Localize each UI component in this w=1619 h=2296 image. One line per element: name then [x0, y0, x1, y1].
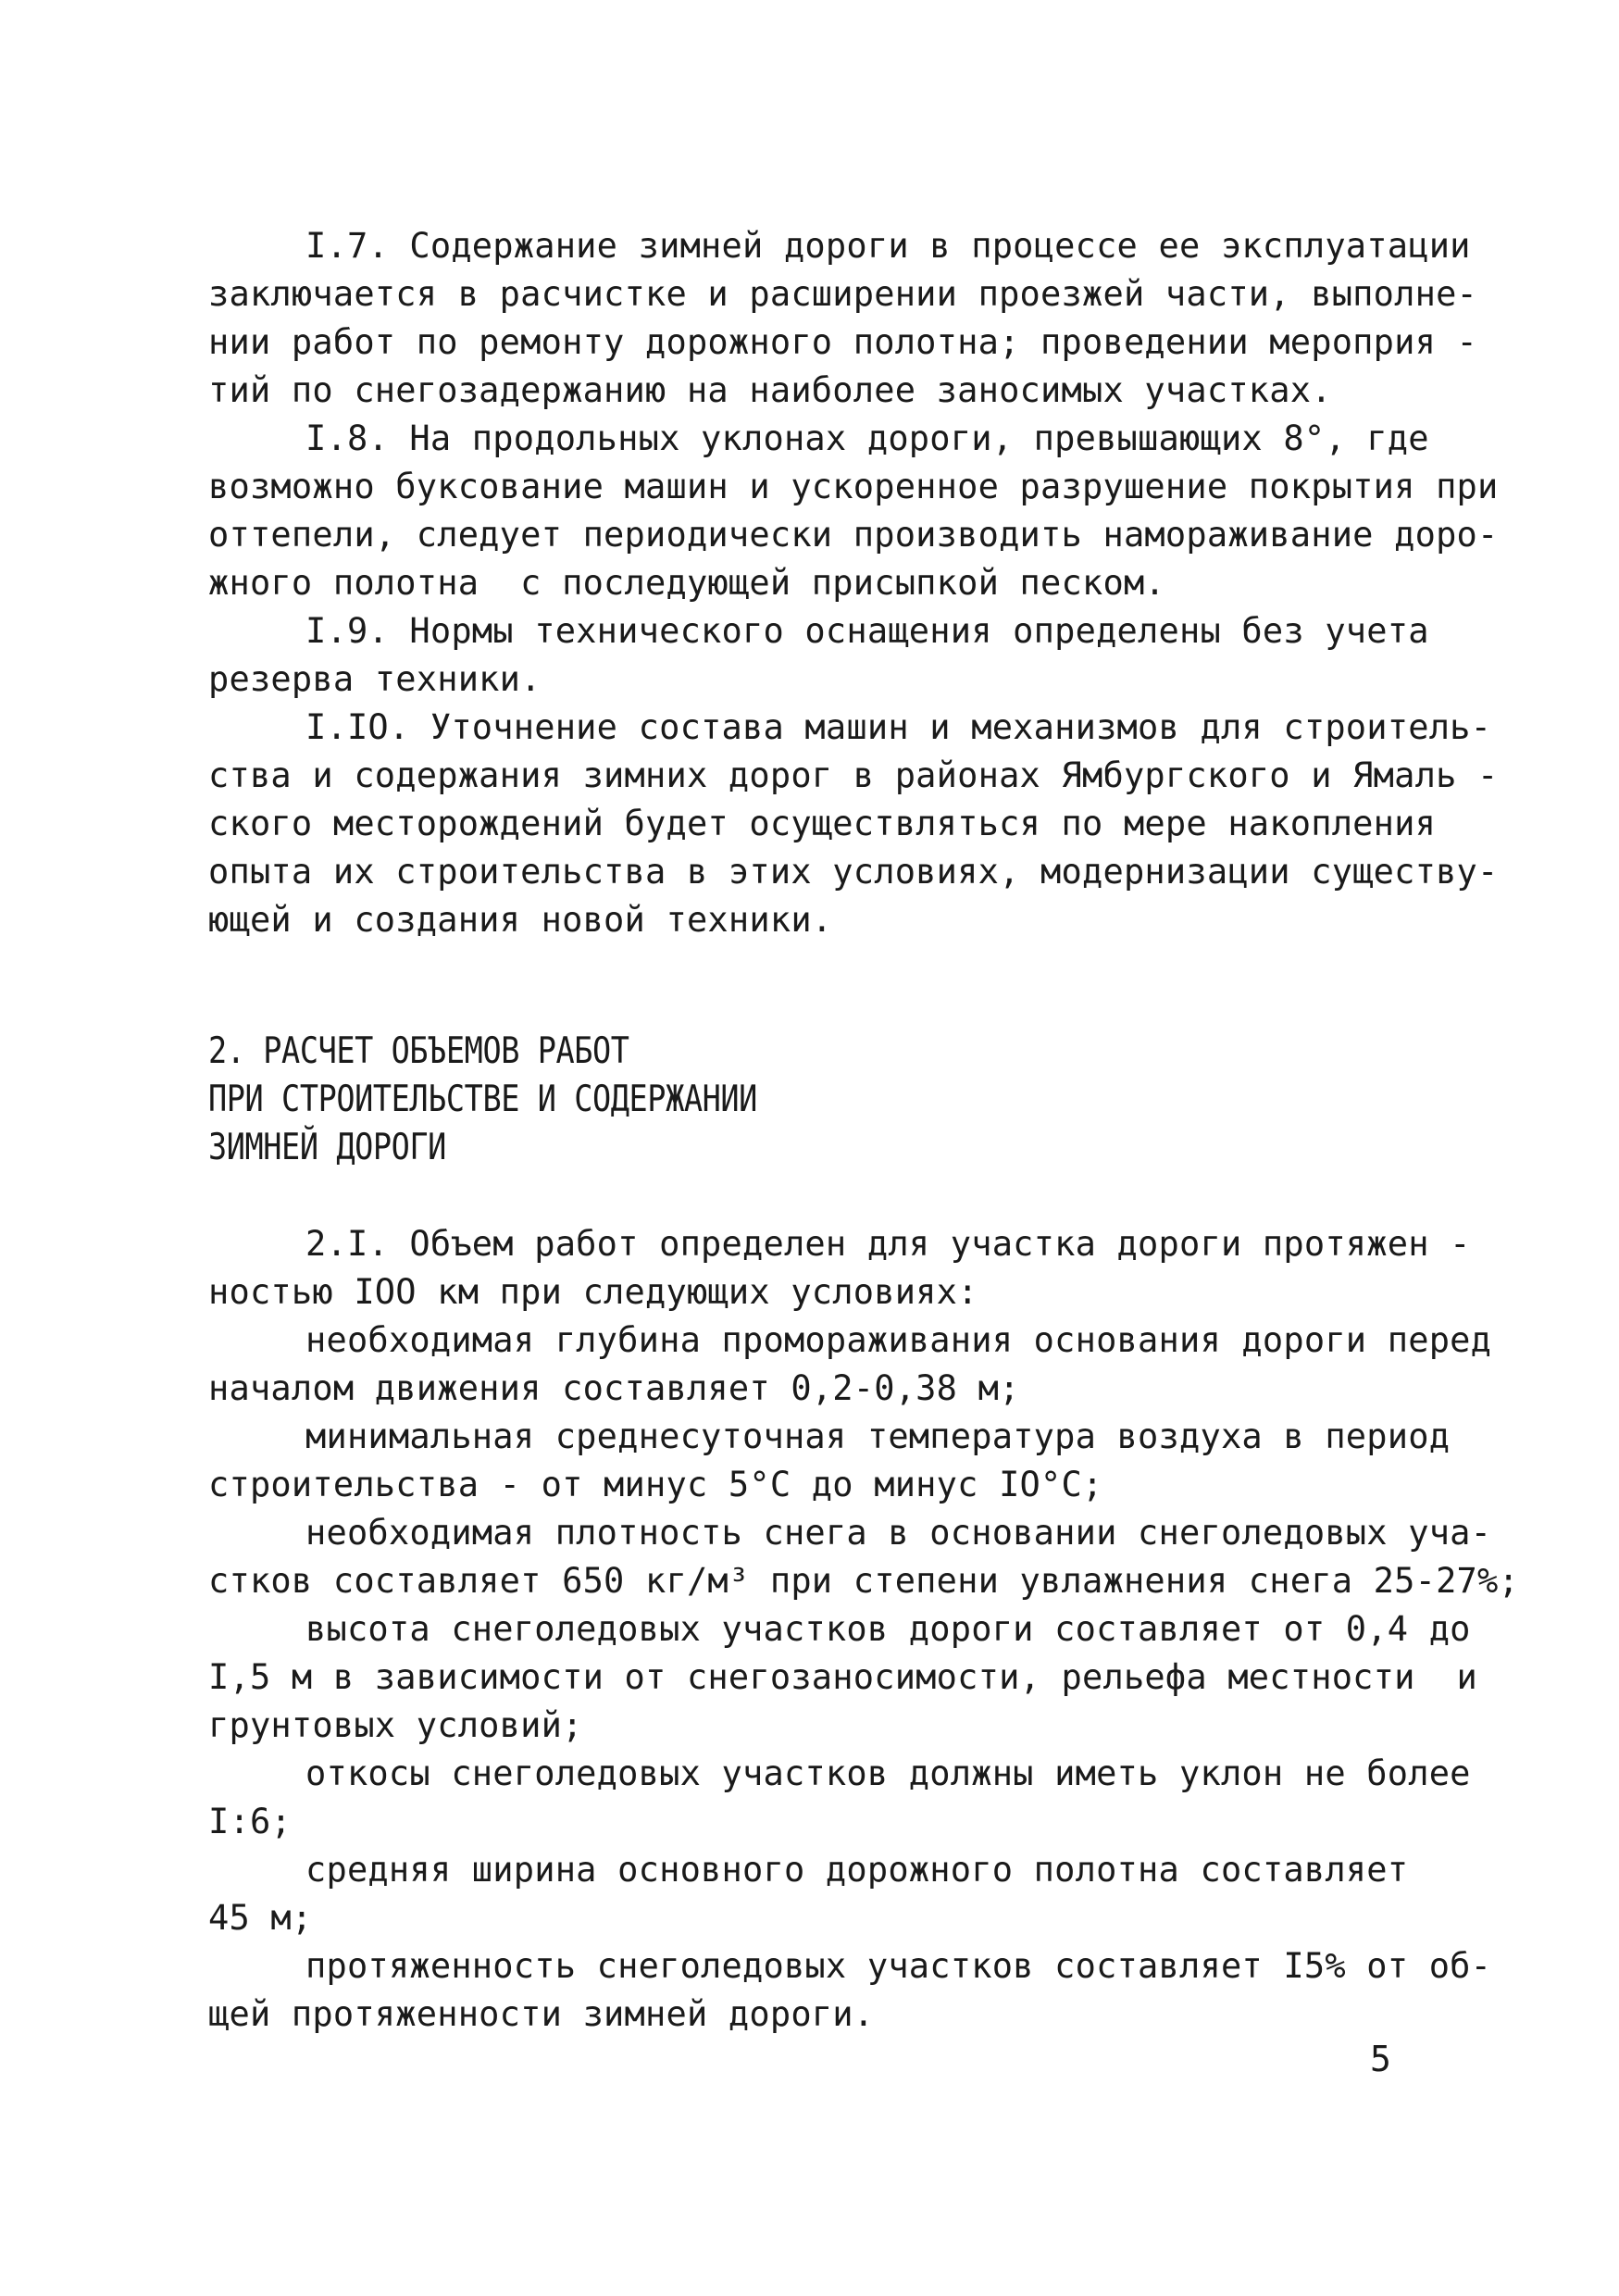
condition-line: средняя ширина основного дорожного полотна составляет [305, 1850, 1409, 1890]
paragraph-1-8-line: жного полотна с последующей присыпкой песком. [208, 563, 1165, 603]
condition-line: откосы снеголедовых участков должны иметь уклон не более [305, 1753, 1471, 1793]
condition-line: 45 м; [208, 1898, 313, 1938]
paragraph-1-8-line: I.8. На продольных уклонах дороги, превышающих 8°, где [305, 418, 1429, 458]
condition-line: I:6; [208, 1802, 292, 1841]
condition-line: I,5 м в зависимости от снегозаносимости, рельефа местности и [208, 1657, 1478, 1697]
paragraph-1-10-line: ства и содержания зимних дорог в районах Ямбургского и Ямаль - [208, 755, 1499, 795]
condition-line: стков составляет 650 кг/м³ при степени увлажнения снега 25-27%; [208, 1561, 1519, 1601]
section-heading: 2. РАСЧЕТ ОБЪЕМОВ РАБОТ [208, 1030, 629, 1072]
condition-line: началом движения составляет 0,2-0,38 м; [208, 1368, 1020, 1408]
paragraph-1-8-line: оттепели, следует периодически производить намораживание доро- [208, 515, 1499, 555]
paragraph-1-7-line: заключается в расчистке и расширении проезжей части, выполне- [208, 274, 1478, 314]
paragraph-1-7-line: тий по снегозадержанию на наиболее заносимых участках. [208, 370, 1332, 410]
condition-line: грунтовых условий; [208, 1705, 583, 1745]
paragraph-1-7-line: нии работ по ремонту дорожного полотна; проведении мероприя - [208, 322, 1478, 362]
condition-line: щей протяженности зимней дороги. [208, 1994, 875, 2034]
paragraph-1-10-line: ского месторождений будет осуществляться по мере накопления [208, 804, 1437, 843]
page-number: 5 [1370, 2039, 1391, 2079]
paragraph-1-9-line: резерва техники. [208, 659, 542, 699]
paragraph-1-10-line: опыта их строительства в этих условиях, модернизации существу- [208, 852, 1499, 892]
condition-line: протяженность снеголедовых участков составляет I5% от об- [305, 1946, 1492, 1986]
paragraph-1-10-line: I.IO. Уточнение состава машин и механизмов для строитель- [305, 707, 1492, 747]
condition-line: минимальная среднесуточная температура воздуха в период [305, 1416, 1451, 1456]
condition-line: высота снеголедовых участков дороги составляет от 0,4 до [305, 1609, 1471, 1649]
section-heading: ЗИМНЕЙ ДОРОГИ [208, 1127, 446, 1168]
paragraph-1-9-line: I.9. Нормы технического оснащения определены без учета [305, 611, 1429, 651]
paragraph-1-10-line: ющей и создания новой техники. [208, 900, 833, 940]
paragraph-1-8-line: возможно буксование машин и ускоренное разрушение покрытия при [208, 467, 1499, 506]
condition-line: необходимая глубина промораживания основания дороги перед [305, 1320, 1492, 1360]
paragraph-1-7-line: I.7. Содержание зимней дороги в процессе ее эксплуатации [305, 226, 1471, 266]
condition-line: строительства - от минус 5°С до минус IO°С; [208, 1465, 1103, 1504]
section-heading: ПРИ СТРОИТЕЛЬСТВЕ И СОДЕРЖАНИИ [208, 1079, 757, 1120]
paragraph-2-1-line: ностью IOO км при следующих условиях: [208, 1272, 978, 1312]
condition-line: необходимая плотность снега в основании снеголедовых уча- [305, 1513, 1492, 1553]
paragraph-2-1-line: 2.I. Объем работ определен для участка дороги протяжен - [305, 1224, 1471, 1264]
